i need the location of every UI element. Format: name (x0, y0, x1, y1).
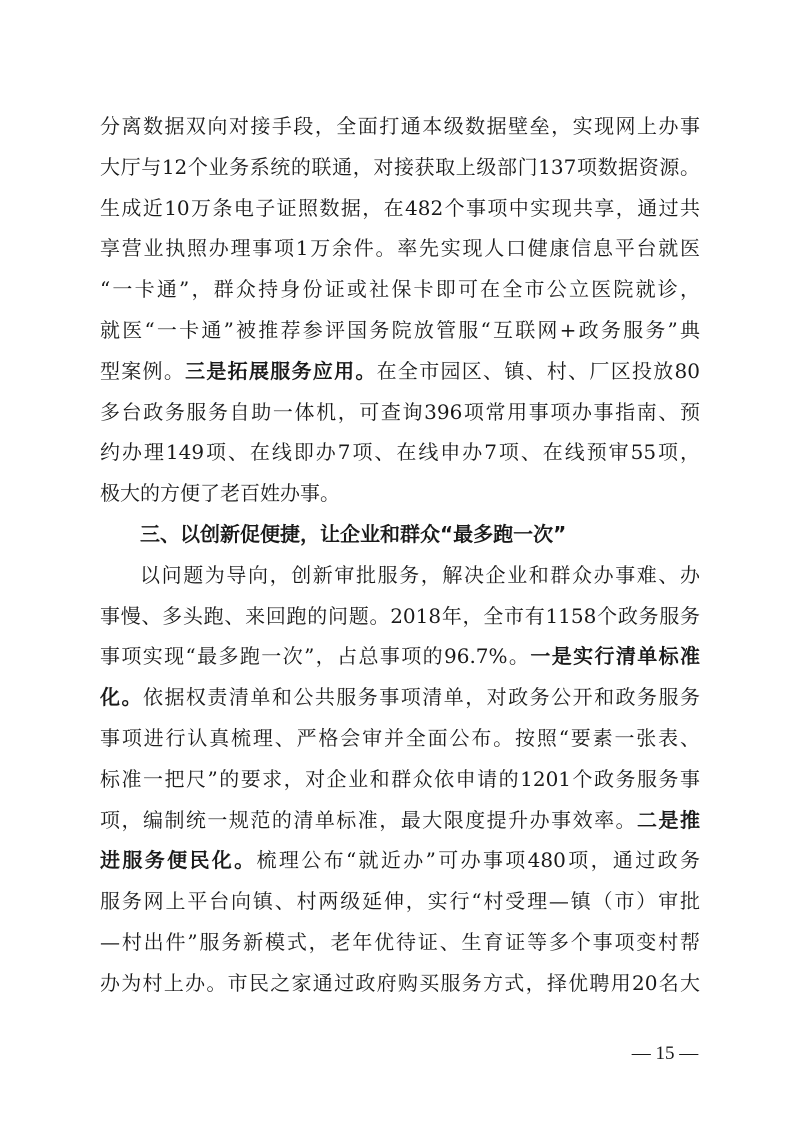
text-line: 分离数据双向对接手段，全面打通本级数据壁垒，实现网上办事 (100, 114, 700, 138)
text-line: 事慢、多头跑、来回跑的问题。2018年，全市有1158个政务服务 (100, 603, 700, 628)
text-line: 标准一把尺”的要求，对企业和群众依申请的1201个政务服务事 (100, 766, 700, 791)
text-line: 享营业执照办理事项1万余件。率先实现人口健康信息平台就医 (100, 236, 700, 261)
page-number: — 15 — (631, 1043, 699, 1064)
body-text (100, 106, 700, 1004)
emphasis-phrase: 二是推 (637, 807, 700, 832)
text-line: 化。依据权责清单和公共服务事项清单，对政务公开和政务服务 (100, 685, 700, 710)
text-line: 事项进行认真梳理、严格会审并全面公布。按照“要素一张表、 (100, 725, 700, 750)
text-line: 以问题为导向，创新审批服务，解决企业和群众办事难、办 (140, 562, 700, 587)
text-line: 型案例。三是拓展服务应用。在全市园区、镇、村、厂区投放80 (100, 358, 700, 383)
text-line: 生成近10万条电子证照数据，在482个事项中实现共享，通过共 (100, 195, 700, 220)
text-line: —村出件”服务新模式，老年优待证、生育证等多个事项变村帮 (100, 929, 700, 954)
text-line: 多台政务服务自助一体机，可查询396项常用事项办事指南、预 (100, 399, 700, 424)
text-line: 进服务便民化。梳理公布“就近办”可办事项480项，通过政务 (100, 848, 700, 873)
text-line: 大厅与12个业务系统的联通，对接获取上级部门137项数据资源。 (100, 154, 700, 179)
text-line: 项，编制统一规范的清单标准，最大限度提升办事效率。二是推 (100, 807, 700, 832)
emphasis-phrase: 一是实行清单标准 (530, 644, 700, 669)
emphasis-phrase: 三是拓展服务应用。 (185, 358, 377, 383)
text-line: 服务网上平台向镇、村两级延伸，实行“村受理—镇（市）审批 (100, 889, 700, 914)
text-line: 极大的方便了老百姓办事。 (100, 481, 340, 506)
emphasis-phrase: 进服务便民化。 (100, 848, 257, 873)
text-line: 约办理149项、在线即办7项、在线申办7项、在线预审55项， (100, 440, 700, 465)
section-heading: 三、以创新促便捷，让企业和群众“最多跑一次” (140, 521, 567, 546)
text-line: 办为村上办。市民之家通过政府购买服务方式，择优聘用20名大 (100, 970, 700, 995)
emphasis-phrase: 化。 (100, 685, 143, 710)
text-line: 事项实现“最多跑一次”，占总事项的96.7%。一是实行清单标准 (100, 644, 700, 669)
text-line: 就医“一卡通”被推荐参评国务院放管服“互联网+政务服务”典 (100, 317, 700, 342)
text-line: “一卡通”，群众持身份证或社保卡即可在全市公立医院就诊， (100, 277, 700, 302)
